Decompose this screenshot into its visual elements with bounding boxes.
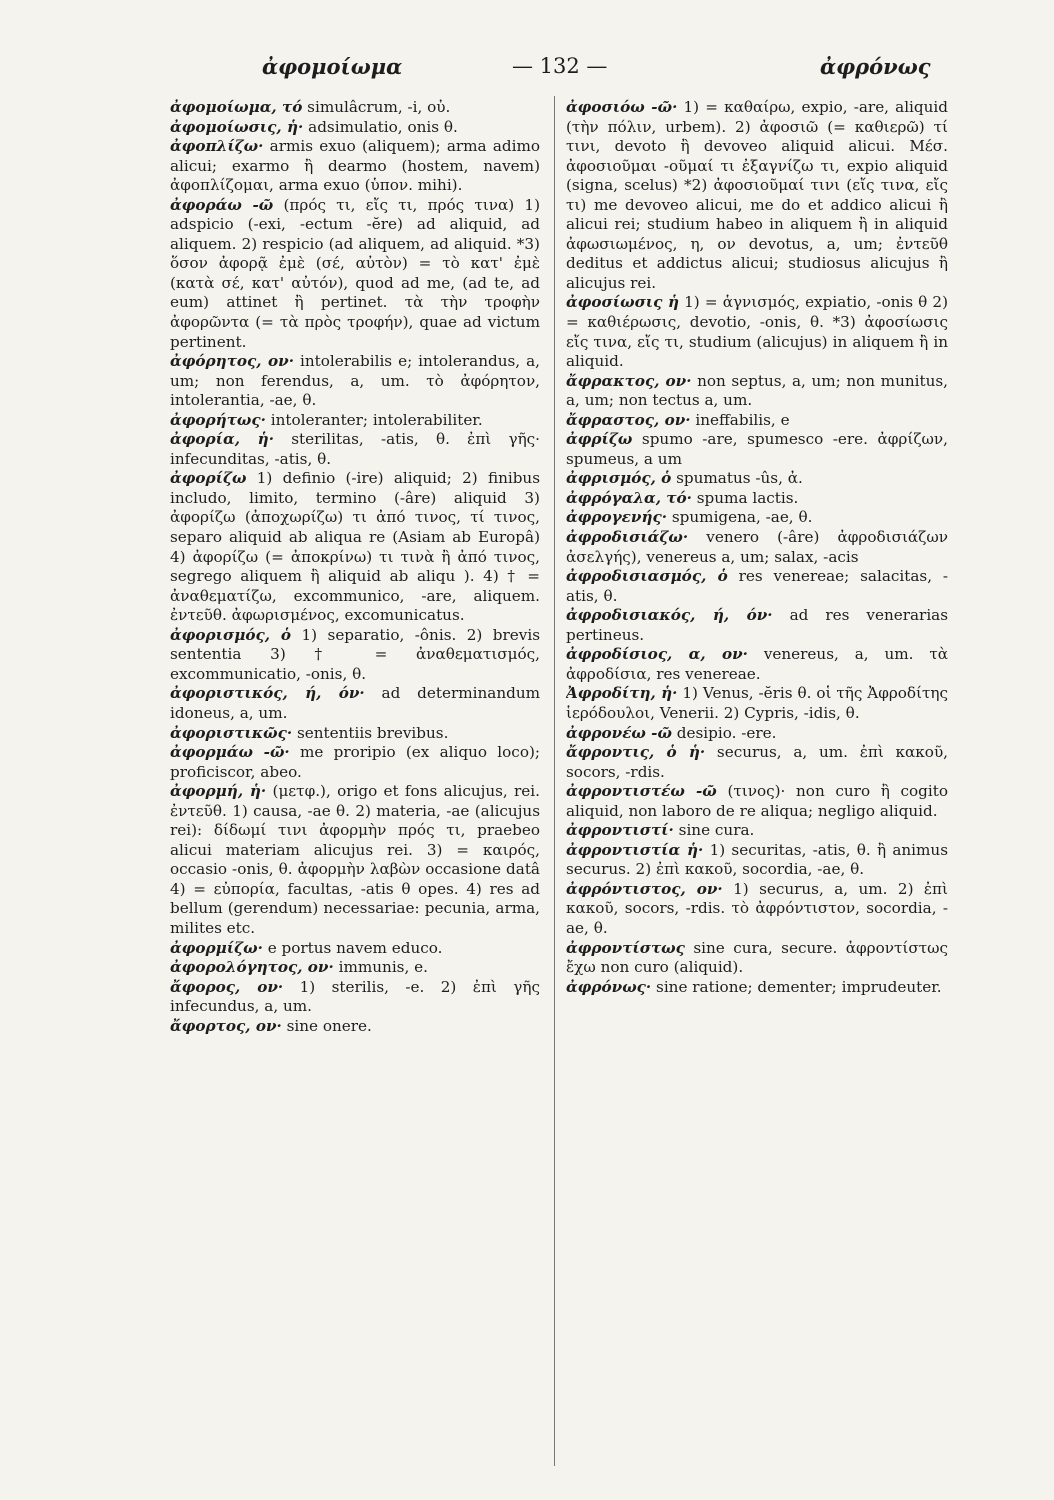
entry-headword: ἀφορισμός, ὁ	[170, 625, 292, 644]
entry-headword: ἀφροντιστία ἡ·	[566, 840, 704, 859]
entry-definition: 1) = καθαίρω, expio, -are, aliquid (τὴν πόλιν, urbem). 2) ἀφοσιῶ (= καθιερῶ) τί τινι, devoto ἢ devoveo aliquid alicui. Μέσ. ἀφοσιοῦμαι -οῦμαί τι ἐξαγνίζω τι, expio aliquid (signa, scelus) *2) ἀφοσιοῦμαί τινι (εἴς τινα, εἴς τι) me devoveo alicui, me do et addico alicui ἢ alicui rei; studium habeo in aliquem ἢ in aliquid ἀφωσιωμένος, η, ον devotus, a, um; ἐντεῦθ deditus et addictus alicui; studiosus alicujus ἢ alicujus rei.	[566, 98, 948, 292]
entry-headword: ἀφορολόγητος, ον·	[170, 958, 334, 977]
dictionary-entry	[566, 372, 948, 411]
entry-headword: ἀφροντιστέω -ῶ	[566, 782, 717, 801]
entry-headword: Ἀφροδίτη, ἡ·	[566, 684, 678, 703]
dictionary-entry	[566, 724, 948, 744]
header-left-guide-word: ἀφομοίωμα	[262, 54, 403, 79]
dictionary-entry	[566, 567, 948, 606]
page-number: — 132 —	[512, 54, 608, 78]
dictionary-entry	[170, 978, 540, 1017]
entry-headword: ἀφορμίζω·	[170, 938, 263, 957]
entry-definition: e portus navem educo.	[267, 938, 443, 957]
dictionary-entry	[566, 841, 948, 880]
entry-headword: ἀφροδίσιος, α, ον·	[566, 645, 748, 664]
dictionary-entry	[566, 98, 948, 293]
entry-definition: venero (-âre) ἀφροδισιάζων ἀσελγής), venereus a, um; salax, -acis	[566, 528, 948, 566]
entry-headword: ἀφομοίωμα, τό	[170, 98, 303, 116]
entry-headword: ἀφόρητος, ον·	[170, 352, 294, 371]
entry-headword: ἀφροντίστως	[566, 938, 685, 957]
entry-headword: ἀφομοίωσις, ἡ·	[170, 117, 304, 136]
entry-headword: ἀφοράω -ῶ	[170, 195, 274, 214]
entry-definition: spuma lactis.	[696, 488, 799, 507]
entry-definition: spumigena, -ae, θ.	[671, 508, 813, 527]
entry-headword: ἀφορήτως·	[170, 410, 266, 429]
entry-headword: ἀφοπλίζω·	[170, 137, 264, 156]
entry-definition: non septus, a, um; non munitus, a, um; non tectus a, um.	[566, 371, 948, 410]
entry-definition: 1) separatio, -ônis. 2) brevis sententia 3) † = ἀναθεματισμός, excommunicatio, -onis, θ.	[170, 625, 540, 683]
dictionary-entry	[566, 489, 948, 509]
entry-headword: ἄφραστος, ον·	[566, 410, 691, 429]
entry-definition: armis exuo (aliquem); arma adimo alicui; exarmo ἢ dearmo (hostem, navem) ἀφοπλίζομαι, arma exuo (ὑπον. mihi).	[170, 137, 540, 195]
dictionary-entry	[566, 508, 948, 528]
entry-headword: ἀφοσίωσις ἡ	[566, 293, 679, 312]
entry-headword: ἀφορίζω	[170, 469, 247, 488]
dictionary-entry	[170, 430, 540, 469]
entry-definition: sine cura, secure. ἀφροντίστως ἔχω non curo (aliquid).	[566, 938, 948, 977]
dictionary-entry	[566, 743, 948, 782]
dictionary-entry	[170, 137, 540, 196]
dictionary-entry	[170, 626, 540, 685]
entry-definition: sententiis brevibus.	[296, 723, 449, 742]
entry-definition: intoleranter; intolerabiliter.	[270, 410, 483, 429]
entry-headword: ἀφοσιόω -ῶ·	[566, 98, 678, 116]
entry-headword: ἀφορμάω -ῶ·	[170, 743, 290, 762]
entry-headword: ἀφροδισιακός, ή, όν·	[566, 606, 773, 625]
dictionary-entry	[170, 98, 540, 118]
entry-headword: ἀφροντιστί·	[566, 821, 674, 840]
entry-headword: ἀφοριστικῶς·	[170, 723, 293, 742]
entry-definition: 1) Venus, -ĕris θ. οἱ τῆς Ἀφροδίτης ἱερόδουλοι, Venerii. 2) Cypris, -idis, θ.	[566, 684, 948, 722]
entry-definition: spumatus -ûs, ἀ.	[676, 469, 803, 488]
entry-definition: me proripio (ex aliquo loco); proficiscor, abeo.	[170, 743, 540, 781]
entry-definition: venereus, a, um. τὰ ἀφροδίσια, res venereae.	[566, 645, 948, 683]
dictionary-entry	[170, 352, 540, 411]
dictionary-entry	[566, 645, 948, 684]
dictionary-entry	[566, 782, 948, 821]
dictionary-entry	[170, 118, 540, 138]
entry-headword: ἀφρίζω	[566, 430, 633, 449]
dictionary-entry	[566, 939, 948, 978]
entry-headword: ἄφορος, ον·	[170, 977, 284, 996]
entry-definition: simulâcrum, -i, οὐ.	[307, 98, 451, 116]
header-right-guide-word: ἀφρόνως	[820, 54, 931, 79]
entry-definition: desipio. -ere.	[676, 723, 777, 742]
dictionary-entry	[566, 293, 948, 371]
entry-definition: sine ratione; dementer; imprudeuter.	[656, 977, 942, 996]
entry-headword: ἄφροντις, ὁ ἡ·	[566, 743, 706, 762]
entry-definition: (τινος)· non curo ἢ cogito aliquid, non laboro de re aliqua; negligo aliquid.	[566, 782, 948, 820]
dictionary-entry	[170, 724, 540, 744]
entry-definition: (πρός τι, εἴς τι, πρός τινα) 1) adspicio (-exi, -ectum -ĕre) ad aliquid, ad aliquem. 2) respicio (ad aliquem, ad aliquid. *3) ὅσον ἀφορᾷ ἐμὲ (σέ, αὐτὸν) = τὸ κατ' ἐμὲ (κατὰ σέ, κατ' αὐτόν), quod ad me, (ad te, ad eum) attinet ἢ pertinet. τὰ τὴν τροφὴν ἀφορῶντα (= τὰ πρὸς τροφήν), quae ad victum pertinent.	[170, 195, 540, 351]
dictionary-entry	[170, 196, 540, 352]
entry-definition: sine onere.	[286, 1016, 372, 1035]
entry-definition: immunis, e.	[338, 958, 428, 977]
entry-definition: ad res venerarias pertineus.	[566, 606, 948, 644]
dictionary-entry	[170, 684, 540, 723]
dictionary-entry	[170, 939, 540, 959]
dictionary-entry	[170, 1017, 540, 1037]
entry-headword: ἀφοριστικός, ή, όν·	[170, 684, 365, 703]
entry-definition: sine cura.	[678, 821, 755, 840]
entry-headword: ἀφρισμός, ὁ	[566, 469, 672, 488]
dictionary-entry	[170, 743, 540, 782]
dictionary-entry	[566, 684, 948, 723]
dictionary-entry	[566, 469, 948, 489]
entry-headword: ἀφορμή, ἡ·	[170, 782, 267, 801]
entry-headword: ἄφορτος, ον·	[170, 1016, 282, 1035]
entry-definition: (μετφ.), origo et fons alicujus, rei. ἐντεῦθ. 1) causa, -ae θ. 2) materia, -ae (alicujus rei): δίδωμί τινι ἀφορμὴν πρός τι, praebeo alicui materiam alicujus rei. 3) = καιρός, occasio -onis, θ. ἀφορμὴν λαβὼν occasione datâ 4) = εὐπορία, facultas, -atis θ opes. 4) res ad bellum (gerendum) necessariae: pecunia, arma, milites etc.	[170, 782, 540, 937]
dictionary-entry	[170, 469, 540, 625]
dictionary-entry	[170, 958, 540, 978]
entry-headword: ἀφροδισιάζω·	[566, 528, 689, 547]
entry-definition: adsimulatio, onis θ.	[308, 117, 458, 136]
entry-definition: 1) sterilis, -e. 2) ἐπὶ γῆς infecundus, a, um.	[170, 977, 540, 1016]
entry-headword: ἀφρόνως·	[566, 977, 652, 996]
left-column	[170, 98, 540, 1478]
right-column	[566, 98, 948, 1478]
entry-headword: ἀφρόντιστος, ον·	[566, 879, 723, 898]
entry-definition: ineffabilis, e	[695, 410, 790, 429]
entry-definition: res venereae; salacitas, -atis, θ.	[566, 567, 948, 605]
dictionary-entry	[566, 528, 948, 567]
entry-definition: 1) securitas, -atis, θ. ἢ animus securus. 2) ἐπὶ κακοῦ, socordia, -ae, θ.	[566, 840, 948, 879]
entry-definition: intolerabilis e; intolerandus, a, um; non ferendus, a, um. τὸ ἀφόρητον, intolerantia, -ae, θ.	[170, 352, 540, 410]
entry-headword: ἀφρόγαλα, τό·	[566, 488, 692, 507]
entry-definition: spumo -are, spumesco -ere. ἀφρίζων, spumeus, a um	[566, 430, 948, 468]
entry-definition: sterilitas, -atis, θ. ἐπὶ γῆς· infecunditas, -atis, θ.	[170, 430, 540, 468]
entry-headword: ἄφρακτος, ον·	[566, 371, 692, 390]
dictionary-entry	[566, 411, 948, 431]
dictionary-entry	[170, 782, 540, 938]
page-header	[0, 54, 1054, 88]
entry-definition: 1) definio (-ire) aliquid; 2) finibus includo, limito, termino (-âre) aliquid 3) ἀφορίζω (ἀποχωρίζω) τι ἀπό τινος, τί τινος, separo aliquid ab aliqua re (Asiam ab Europâ) 4) ἀφορίζω (= ἀποκρίνω) τι τινὰ ἢ ἀπό τινος, segrego aliquem ἢ aliquid ab aliqu ). 4) † = ἀναθεματίζω, excommunico, -are, aliquem. ἐντεῦθ. ἀφωρισμένος, excomunicatus.	[170, 469, 540, 625]
dictionary-entry	[566, 880, 948, 939]
entry-definition: securus, a, um. ἐπὶ κακοῦ, socors, -rdis.	[566, 743, 948, 781]
entry-headword: ἀφορία, ἡ·	[170, 430, 275, 449]
dictionary-entry	[566, 430, 948, 469]
entry-headword: ἀφροδισιασμός, ὁ	[566, 567, 728, 586]
entry-headword: ἀφρογενής·	[566, 508, 668, 527]
entry-definition: 1) securus, a, um. 2) ἐπὶ κακοῦ, socors, -rdis. τὸ ἀφρόντιστον, socordia, -ae, θ.	[566, 879, 948, 937]
entry-definition: 1) = ἁγνισμός, expiatio, -onis θ 2) = καθιέρωσις, devotio, -onis, θ. *3) ἀφοσίωσις εἴς τινα, εἴς τι, studium (alicujus) in aliquem ἢ in aliquid.	[566, 293, 948, 371]
entry-headword: ἀφρονέω -ῶ	[566, 723, 672, 742]
column-divider	[554, 96, 555, 1466]
dictionary-entry	[170, 411, 540, 431]
dictionary-entry	[566, 821, 948, 841]
dictionary-entry	[566, 606, 948, 645]
entry-definition: ad determinandum idoneus, a, um.	[170, 684, 540, 722]
dictionary-entry	[566, 978, 948, 998]
